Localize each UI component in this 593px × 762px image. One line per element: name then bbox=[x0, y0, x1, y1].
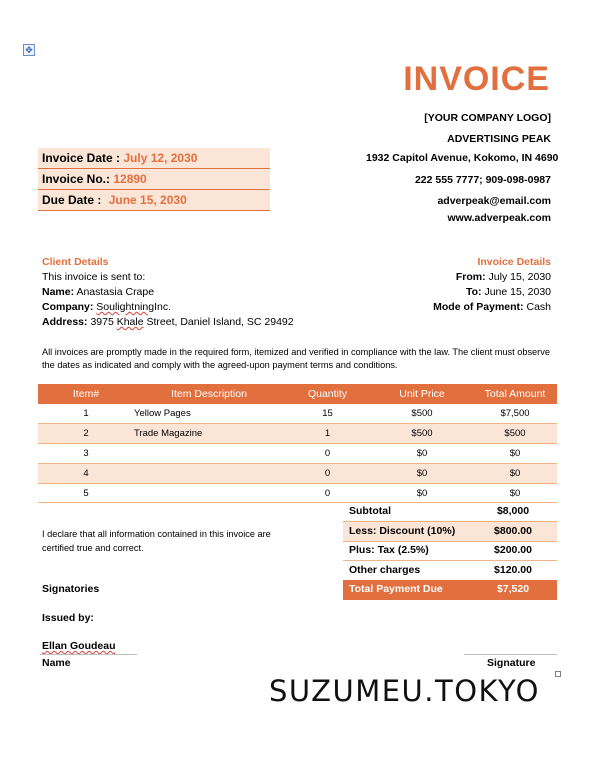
declaration-text: I declare that all information contained in this invoice are certified true and correct. bbox=[42, 529, 271, 553]
item-quantity: 0 bbox=[284, 463, 371, 483]
due-date-label: Due Date : bbox=[42, 193, 102, 207]
end-of-cell-marker bbox=[555, 671, 561, 677]
header-total-amount: Total Amount bbox=[473, 384, 557, 404]
signature-label: Signature bbox=[487, 657, 536, 669]
table-row bbox=[38, 463, 557, 483]
item-number: 1 bbox=[38, 404, 134, 424]
total-payment-row bbox=[343, 580, 557, 600]
company-name: ADVERTISING PEAK bbox=[447, 133, 551, 145]
item-total: $0 bbox=[473, 463, 557, 483]
subtotal-row bbox=[343, 502, 557, 522]
item-total: $7,500 bbox=[473, 404, 557, 424]
payment-mode-label: Mode of Payment: bbox=[433, 301, 524, 313]
client-address-line bbox=[42, 316, 294, 328]
invoice-date-label: Invoice Date : bbox=[42, 151, 121, 165]
due-date-row bbox=[38, 190, 270, 211]
signatories-heading: Signatories bbox=[42, 583, 100, 595]
item-description bbox=[134, 444, 284, 464]
client-company-suffix: Inc. bbox=[154, 301, 171, 313]
discount-value: $800.00 bbox=[494, 525, 532, 537]
item-description bbox=[134, 483, 284, 503]
invoice-from-value: July 15, 2030 bbox=[488, 271, 551, 283]
other-charges-row bbox=[343, 561, 557, 581]
item-number: 4 bbox=[38, 463, 134, 483]
client-address-label: Address: bbox=[42, 316, 88, 328]
invoice-number-label: Invoice No.: bbox=[42, 172, 111, 186]
item-number: 5 bbox=[38, 483, 134, 503]
client-company-label: Company: bbox=[42, 301, 94, 313]
items-table bbox=[38, 384, 557, 503]
header-quantity: Quantity bbox=[284, 384, 371, 404]
signature-line bbox=[464, 654, 557, 655]
table-row bbox=[38, 444, 557, 464]
item-number: 2 bbox=[38, 424, 134, 444]
company-logo-placeholder: [YOUR COMPANY LOGO] bbox=[424, 112, 551, 124]
item-unit-price: $0 bbox=[371, 444, 473, 464]
item-unit-price: $500 bbox=[371, 424, 473, 444]
item-total: $500 bbox=[473, 424, 557, 444]
name-label: Name bbox=[42, 657, 71, 669]
tax-value: $200.00 bbox=[494, 544, 532, 556]
company-email: adverpeak@email.com bbox=[437, 195, 551, 207]
company-address: 1932 Capitol Avenue, Kokomo, IN 4690 bbox=[366, 152, 559, 164]
invoice-from-label: From: bbox=[455, 271, 486, 283]
client-name-line bbox=[42, 286, 154, 298]
client-address-number: 3975 bbox=[90, 316, 114, 328]
item-number: 3 bbox=[38, 444, 134, 464]
item-total: $0 bbox=[473, 483, 557, 503]
issuer-name: Ellan Goudeau bbox=[42, 640, 116, 652]
invoice-details-heading: Invoice Details bbox=[477, 256, 551, 268]
invoice-to-value: June 15, 2030 bbox=[484, 286, 551, 298]
company-phone: 222 555 7777; 909-098-0987 bbox=[414, 174, 551, 186]
issued-by-label: Issued by: bbox=[42, 612, 94, 624]
item-quantity: 1 bbox=[284, 424, 371, 444]
client-intro: This invoice is sent to: bbox=[42, 271, 146, 283]
item-unit-price: $0 bbox=[371, 463, 473, 483]
name-signature-line bbox=[40, 654, 137, 655]
payment-mode-line bbox=[433, 301, 551, 313]
table-row bbox=[38, 404, 557, 424]
items-header-row bbox=[38, 384, 557, 404]
item-quantity: 0 bbox=[284, 483, 371, 503]
other-charges-value: $120.00 bbox=[494, 564, 532, 576]
item-total: $0 bbox=[473, 444, 557, 464]
tax-row bbox=[343, 541, 557, 561]
due-date-value: June 15, 2030 bbox=[108, 193, 187, 207]
header-item-description: Item Description bbox=[134, 384, 284, 404]
subtotal-value: $8,000 bbox=[496, 505, 530, 517]
item-quantity: 0 bbox=[284, 444, 371, 464]
invoice-from-line bbox=[456, 271, 551, 283]
invoice-to-label: To: bbox=[465, 286, 482, 298]
discount-label: Less: Discount (10%) bbox=[349, 525, 456, 537]
item-quantity: 15 bbox=[284, 404, 371, 424]
client-name-value: Anastasia Crape bbox=[76, 286, 155, 298]
discount-row bbox=[343, 522, 557, 542]
client-company-line bbox=[42, 301, 171, 313]
company-website: www.adverpeak.com bbox=[447, 212, 551, 224]
total-payment-value: $7,520 bbox=[496, 583, 530, 595]
tax-label: Plus: Tax (2.5%) bbox=[349, 544, 429, 556]
client-address-rest: Street, Daniel Island, SC 29492 bbox=[146, 316, 294, 328]
client-company-value: Soulightning bbox=[96, 301, 155, 313]
other-charges-label: Other charges bbox=[349, 564, 421, 576]
client-name-label: Name: bbox=[42, 286, 75, 298]
payment-mode-value: Cash bbox=[526, 301, 551, 313]
item-description bbox=[134, 463, 284, 483]
client-address-street-name: Khale bbox=[116, 316, 144, 328]
header-unit-price: Unit Price bbox=[371, 384, 473, 404]
item-unit-price: $0 bbox=[371, 483, 473, 503]
invoice-date-value: July 12, 2030 bbox=[123, 151, 198, 165]
total-payment-label: Total Payment Due bbox=[349, 583, 443, 595]
invoice-date-row bbox=[38, 148, 270, 169]
invoice-number-row bbox=[38, 169, 270, 190]
table-move-handle-icon[interactable]: ✥ bbox=[23, 44, 35, 56]
item-description: Yellow Pages bbox=[134, 404, 284, 424]
subtotal-label: Subtotal bbox=[349, 505, 391, 517]
compliance-notice: All invoices are promptly made in the required form, itemized and verified in compliance with the law. The client must observe the dates as indicated and comply with the agreed-upon payment terms and conditions. bbox=[42, 347, 550, 370]
client-details-heading: Client Details bbox=[42, 256, 109, 268]
invoice-to-line bbox=[466, 286, 551, 298]
watermark-text: SUZUMEU.TOKYO bbox=[269, 674, 540, 708]
table-row bbox=[38, 483, 557, 503]
invoice-number-value: 12890 bbox=[113, 172, 147, 186]
item-description: Trade Magazine bbox=[134, 424, 284, 444]
invoice-title: INVOICE bbox=[403, 60, 550, 98]
header-item-number: Item# bbox=[38, 384, 134, 404]
table-row bbox=[38, 424, 557, 444]
item-unit-price: $500 bbox=[371, 404, 473, 424]
